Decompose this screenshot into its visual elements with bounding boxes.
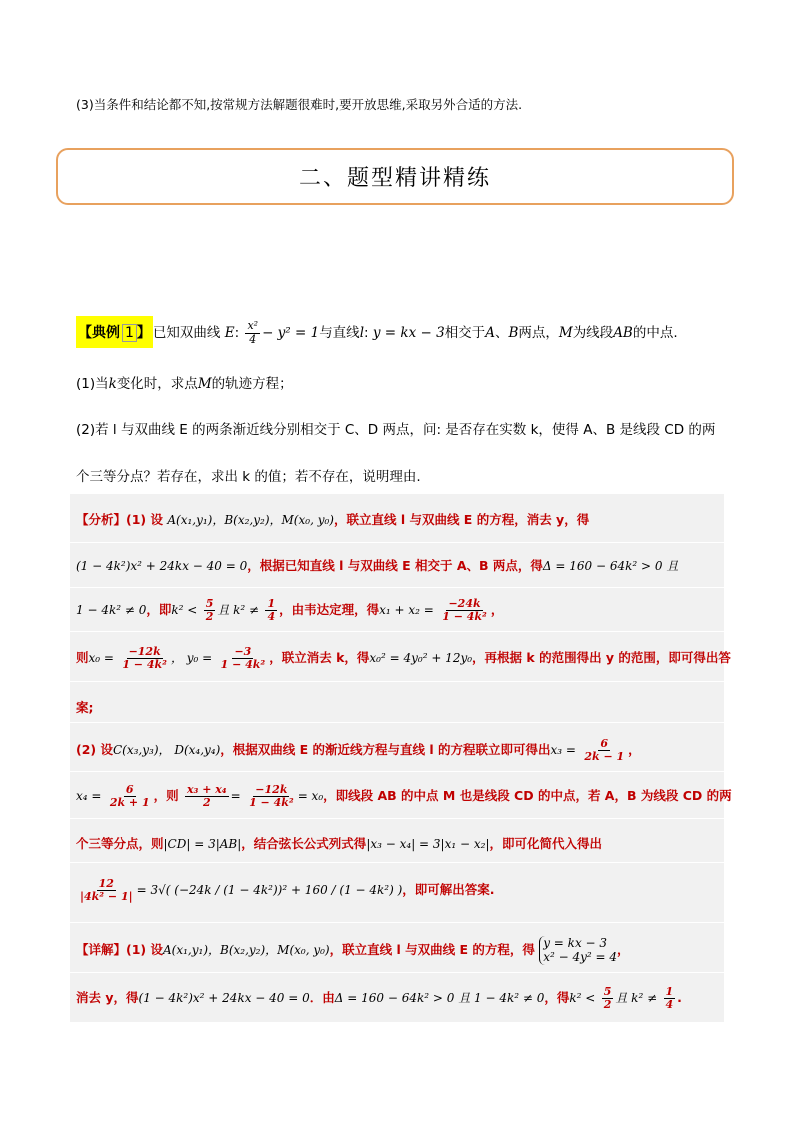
- analysis-line-2: (1 − 4k²)x² + 24kx − 40 = 0，根据已知直线 l 与双曲线 E 相交于 A、B 两点，得Δ = 160 − 64k² > 0 且: [76, 558, 679, 573]
- analysis-line-9: $\frac{12}{\text{|4k² − 1|}}$ = 3√( (−24k / (1 − 4k²))² + 160 / (1 − 4k²) )，即可解出答案.: [80, 877, 495, 904]
- analysis-line-6: (2) 设C(x₃,y₃)， D(x₄,y₄)，根据双曲线 E 的渐近线方程与直线 l 的方程联立即可得出x₃ = $\frac{6}{2k - 1}$ ，: [76, 737, 641, 764]
- detail-line-2: 消去 y，得(1 − 4k²)x² + 24kx − 40 = 0．由Δ = 160 − 64k² > 0 且 1 − 4k² ≠ 0，得k² < $\frac{5}{2}$ 且 k² ≠ $\frac{1}{4}$ .: [76, 985, 682, 1012]
- analysis-line-3: 1 − 4k² ≠ 0，即k² < $\frac{5}{2}$ 且 k² ≠ $\frac{1}{4}$ ，由韦达定理，得x₁ + x₂ = $\frac{-24k}{\text{1 − 4k²}}$ ，: [76, 597, 504, 624]
- analysis-line-1: 【分析】(1) 设 A(x₁,y₁)，B(x₂,y₂)，M(x₀, y₀)，联立直线 l 与双曲线 E 的方程，消去 y，得: [76, 512, 590, 527]
- section-banner: [56, 148, 734, 205]
- question-1: (1)当k变化时，求点M的轨迹方程；: [76, 376, 293, 392]
- section-title: 二、题型精讲精练: [298, 166, 491, 191]
- question-2-cont: 个三等分点？若存在，求出 k 的值；若不存在，说明理由.: [76, 469, 421, 485]
- equation-system: y = kx − 3 x² − 4y² = 4: [539, 936, 617, 965]
- analysis-line-8: 个三等分点，则|CD| = 3|AB|，结合弦长公式列式得|x₃ − x₄| = 3|x₁ − x₂|，即可化简代入得出: [76, 836, 602, 851]
- analysis-line-5: 案;: [76, 700, 94, 715]
- analysis-line-4: 则x₀ = $\frac{-12k}{\text{1 − 4k²}}$ ， y₀ = $\frac{-3}{\text{1 − 4k²}}$ ，联立消去 k，得x₀² = 4y₀² + 12y₀，再根据 k 的范围得出 y 的范围，即可得出答: [76, 645, 731, 672]
- intro-text: (3)当条件和结论都不知,按常规方法解题很难时,要开放思维,采取另外合适的方法.: [76, 97, 523, 112]
- detail-line-1: 【详解】(1) 设A(x₁,y₁)，B(x₂,y₂)，M(x₀, y₀)，联立直线 l 与双曲线 E 的方程，得 y = kx − 3 x² − 4y² = 4 ，: [76, 936, 630, 965]
- analysis-line-7: x₄ = $\frac{6}{2k + 1}$ ，则 $\frac{\text{x₃ + x₄}}{2}$ = $\frac{-12k}{\text{1 − 4k²}}$ = x₀，即线段 AB 的中点 M 也是线段 CD 的中点，若 A，B 为线段 CD 的两: [76, 783, 732, 810]
- example-statement: 【典例 1 】 已知双曲线 E: $\frac{\text{x²}}{4}$ − y² = 1与直线l: y = kx − 3相交于A、B两点，M为线段AB的中点.: [76, 316, 678, 348]
- question-2: (2)若 l 与双曲线 E 的两条渐近线分别相交于 C、D 两点，问: 是否存在实数 k，使得 A、B 是线段 CD 的两: [76, 422, 716, 438]
- example-tag: 【典例 1 】: [76, 316, 153, 348]
